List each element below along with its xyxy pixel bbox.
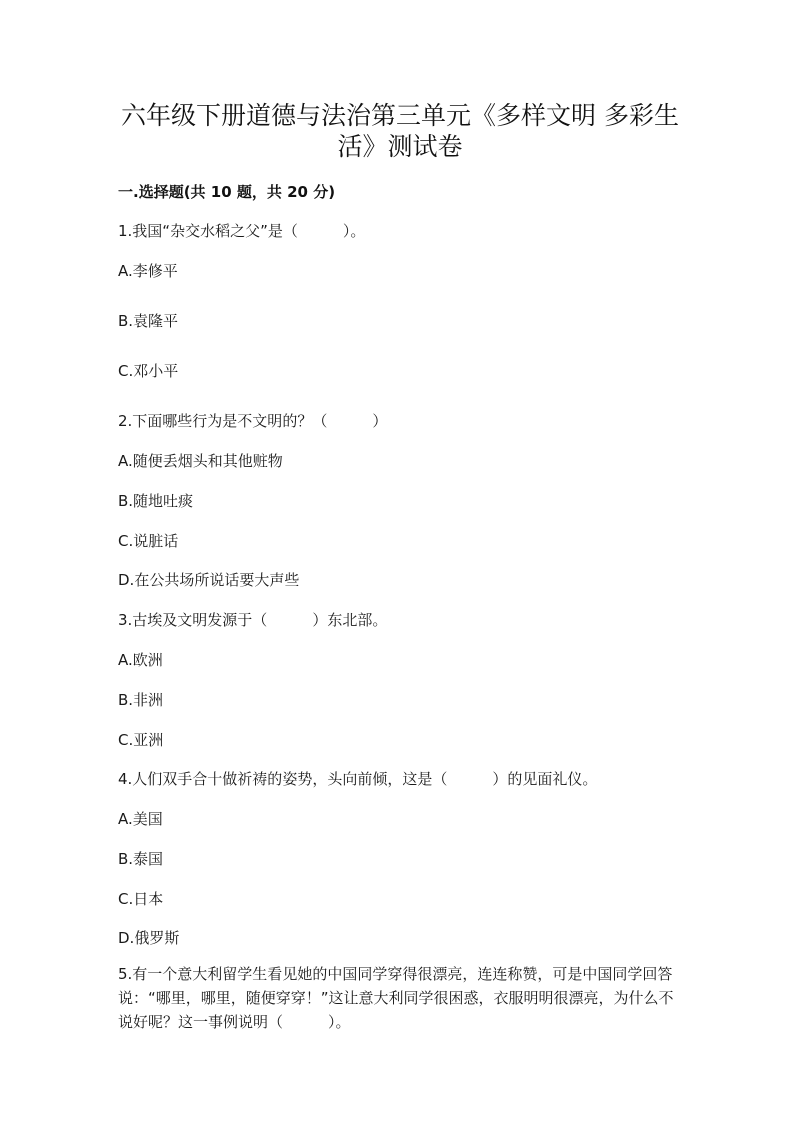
- question-2-option-a: A.随便丢烟头和其他赃物: [118, 452, 283, 470]
- question-3-option-c: C.亚洲: [118, 731, 164, 749]
- question-2-option-d: D.在公共场所说话要大声些: [118, 571, 300, 589]
- question-1-option-a: A.李修平: [118, 262, 178, 280]
- question-3-option-b: B.非洲: [118, 691, 164, 709]
- question-1-stem: 1.我国“杂交水稻之父”是（ ）。: [118, 222, 366, 240]
- question-1-option-c: C.邓小平: [118, 362, 179, 380]
- question-2-stem: 2.下面哪些行为是不文明的？（ ）: [118, 412, 388, 430]
- question-2-option-c: C.说脏话: [118, 532, 179, 550]
- question-3-stem: 3.古埃及文明发源于（ ）东北部。: [118, 611, 388, 629]
- page-title-line-2: 活》测试卷: [337, 132, 463, 161]
- question-4-option-a: A.美国: [118, 810, 163, 828]
- question-5-stem: 5.有一个意大利留学生看见她的中国同学穿得很漂亮，连连称赞，可是中国同学回答说：“哪里，哪里，随便穿穿！”这让意大利同学很困惑，衣服明明很漂亮，为什么不说好呢？这一事例说明（ ）。: [118, 965, 674, 1031]
- section-heading: 一.选择题(共 10 题，共 20 分): [118, 183, 336, 201]
- question-3-option-a: A.欧洲: [118, 651, 163, 669]
- page-title-line-1: 六年级下册道德与法治第三单元《多样文明 多彩生: [121, 101, 679, 130]
- question-4-stem: 4.人们双手合十做祈祷的姿势，头向前倾，这是（ ）的见面礼仪。: [118, 770, 598, 788]
- question-4-option-b: B.泰国: [118, 850, 164, 868]
- question-1-option-b: B.袁隆平: [118, 312, 179, 330]
- question-4-option-d: D.俄罗斯: [118, 929, 180, 947]
- question-4-option-c: C.日本: [118, 890, 164, 908]
- question-2-option-b: B.随地吐痰: [118, 492, 194, 510]
